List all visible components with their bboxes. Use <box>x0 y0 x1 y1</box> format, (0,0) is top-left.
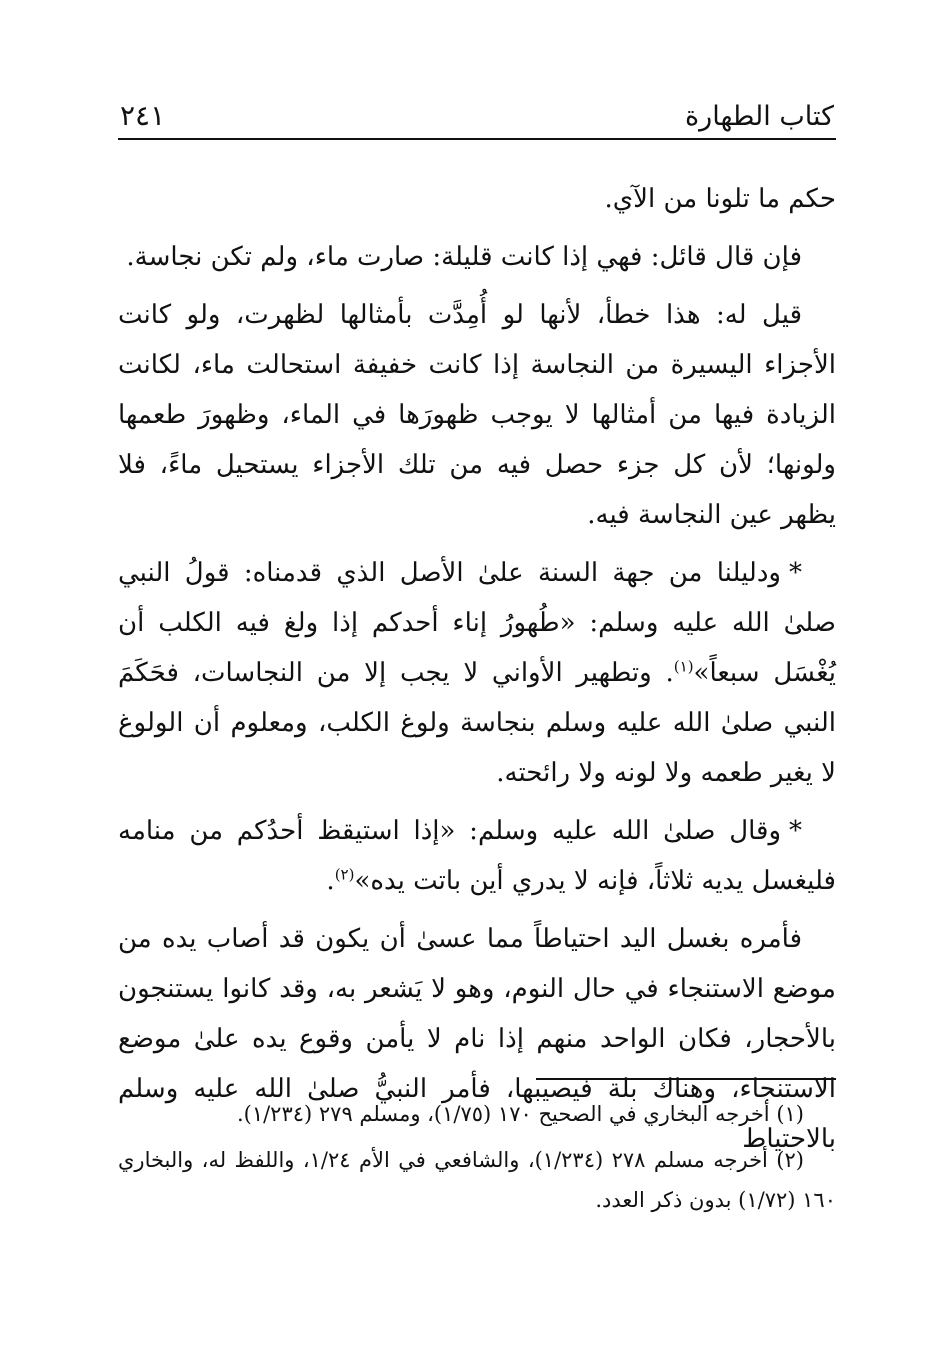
paragraph <box>118 806 836 906</box>
paragraph-text: قيل له: هذا خطأ، لأنها لو أُمِدَّت بأمثالها لظهرت، ولو كانت الأجزاء اليسيرة من النجاسة إذا كانت خفيفة استحالت ماء، لكانت الزيادة فيها من أمثالها لا يوجب ظهورَها في الماء، وظهورَ طعمها ولونها؛ لأن كل جزء حصل فيه من تلك الأجزاء يستحيل ماءً، فلا يظهر عين النجاسة فيه. <box>118 300 836 530</box>
paragraph-text: ودليلنا من جهة السنة علىٰ الأصل الذي قدمناه: قولُ النبي صلىٰ الله عليه وسلم: «طُهورُ إناء أحدكم إذا ولغ فيه الكلب أن يُغْسَل سبعاً» <box>118 558 836 688</box>
paragraph <box>118 174 836 224</box>
chapter-title: كتاب الطهارة <box>685 101 834 132</box>
star-marker: * <box>789 558 802 588</box>
page-number: ٢٤١ <box>120 99 166 132</box>
footnote: (١) أخرجه البخاري في الصحيح ١٧٠ (١/٧٥)، ومسلم ٢٧٩ (١/٢٣٤). <box>236 1102 804 1126</box>
main-text <box>118 174 836 1164</box>
footnote-ref: (٢) <box>334 865 355 884</box>
footnote-divider <box>536 1078 836 1080</box>
paragraph-text: فأمره بغسل اليد احتياطاً مما عسىٰ أن يكون قد أصاب يده من موضع الاستنجاء في حال النوم، وهو لا يَشعر به، وقد كانوا يستنجون بالأحجار، فكان الواحد منهم إذا نام لا يأمن وقوع يده علىٰ موضع الاستنجاء، وهناك بلة فيصيبها، فأمر النبيُّ صلىٰ الله عليه وسلم بالاحتياط <box>118 924 836 1154</box>
paragraph <box>118 232 836 282</box>
paragraph-text: وقال صلىٰ الله عليه وسلم: «إذا استيقظ أحدُكم من منامه فليغسل يديه ثلاثاً، فإنه لا يدري أين باتت يده» <box>118 816 836 896</box>
paragraph-text-continued: . <box>326 866 335 896</box>
footnote: (٢) أخرجه مسلم ٢٧٨ (١/٢٣٤)، والشافعي في الأم ١/٢٤، واللفظ له، والبخاري ١٦٠ (١/٧٢) بدون ذكر العدد. <box>118 1148 836 1212</box>
paragraph <box>118 548 836 798</box>
star-marker: * <box>789 816 802 846</box>
paragraph <box>118 290 836 540</box>
running-header <box>118 92 836 140</box>
footnote-ref: (١) <box>673 657 694 676</box>
paragraph-text: فإن قال قائل: فهي إذا كانت قليلة: صارت ماء، ولم تكن نجاسة. <box>126 242 802 272</box>
paragraph-text-continued: . وتطهير الأواني لا يجب إلا من النجاسات، فحَكَمَ النبي صلىٰ الله عليه وسلم بنجاسة ولوغ الكلب، ومعلوم أن الولوغ لا يغير طعمه ولا لونه ولا رائحته. <box>118 658 836 788</box>
footnotes <box>118 1078 836 1226</box>
paragraph-text: حكم ما تلونا من الآي. <box>604 184 836 214</box>
page <box>118 92 836 1172</box>
